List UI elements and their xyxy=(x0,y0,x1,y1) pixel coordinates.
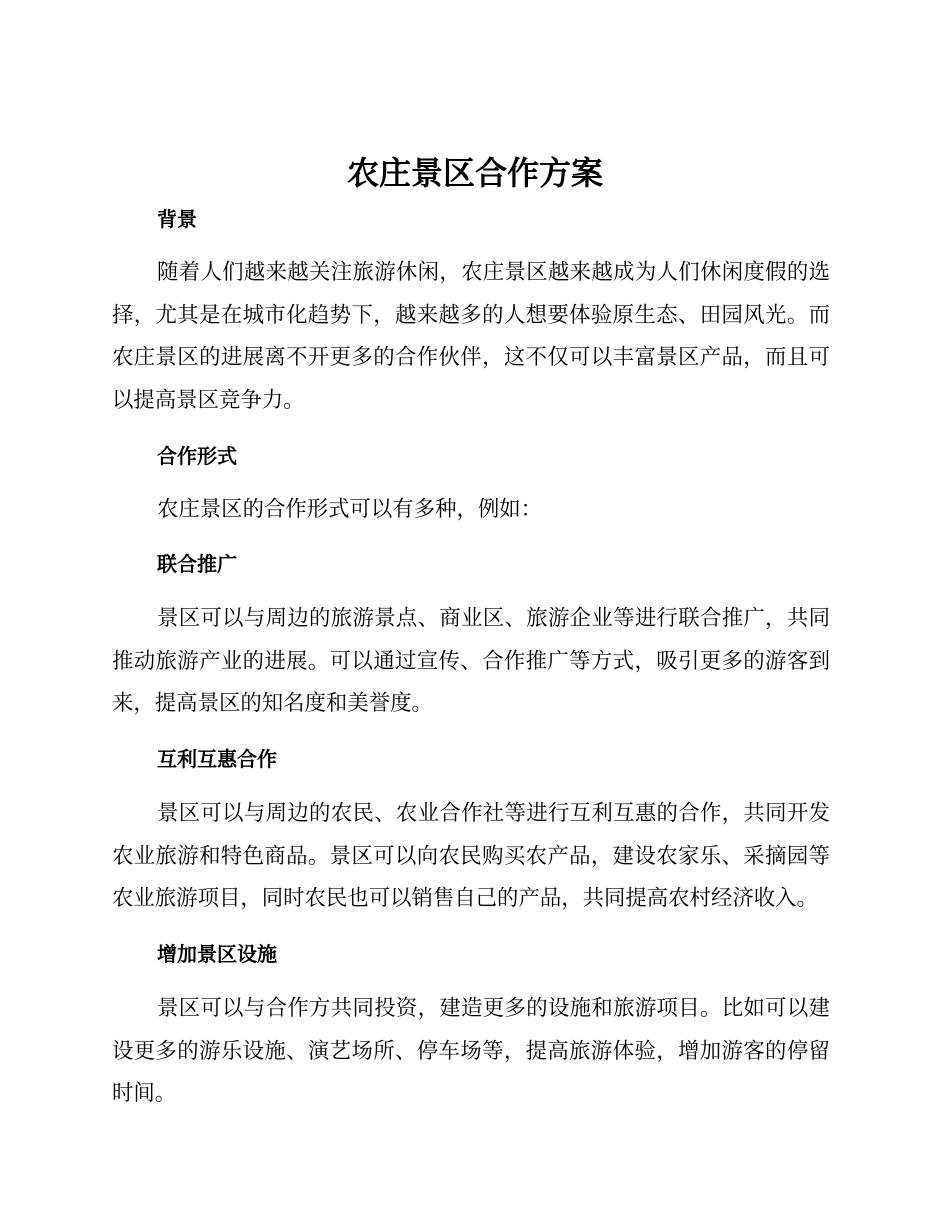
section-text-facilities: 景区可以与合作方共同投资，建造更多的设施和旅游项目。比如可以建设更多的游乐设施、演艺场所、停车场等，提高旅游体验，增加游客的停留时间。 xyxy=(112,996,830,1106)
section-heading-joint-promotion: 联合推广 xyxy=(157,552,237,576)
section-text-cooperation-forms: 农庄景区的合作形式可以有多种，例如： xyxy=(157,497,543,522)
section-heading-cooperation-forms: 合作形式 xyxy=(157,444,237,468)
section-text-joint-promotion: 景区可以与周边的旅游景点、商业区、旅游企业等进行联合推广，共同推动旅游产业的进展。可以通过宣传、合作推广等方式，吸引更多的游客到来，提高景区的知名度和美誉度。 xyxy=(112,606,830,716)
section-text-background: 随着人们越来越关注旅游休闲，农庄景区越来越成为人们休闲度假的选择，尤其是在城市化趋势下，越来越多的人想要体验原生态、田园风光。而农庄景区的进展离不开更多的合作伙伴，这不仅可以丰富景区产品，而且可以提高景区竞争力。 xyxy=(112,260,830,413)
section-heading-mutual-benefit: 互利互惠合作 xyxy=(157,747,277,771)
section-heading-background: 背景 xyxy=(157,207,197,231)
document-title: 农庄景区合作方案 xyxy=(346,154,603,192)
section-text-mutual-benefit: 景区可以与周边的农民、农业合作社等进行互利互惠的合作，共同开发农业旅游和特色商品。景区可以向农民购买农产品，建设农家乐、采摘园等农业旅游项目，同时农民也可以销售自己的产品，共同提高农村经济收入。 xyxy=(112,801,830,911)
section-heading-facilities: 增加景区设施 xyxy=(157,942,277,966)
